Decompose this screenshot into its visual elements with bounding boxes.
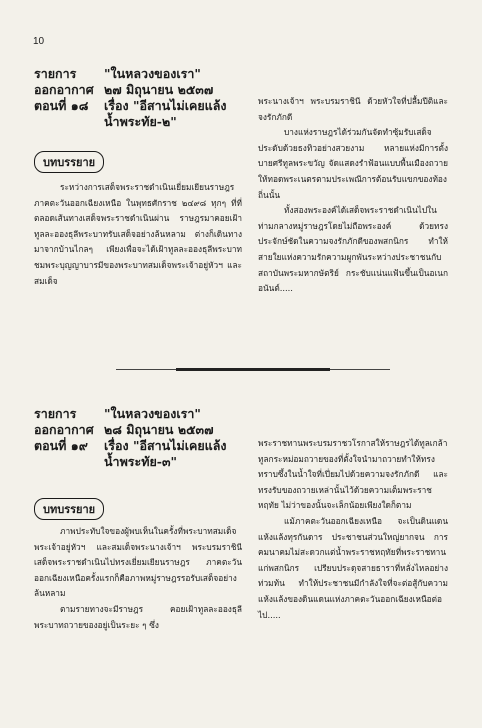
section1-right-column <box>258 94 448 297</box>
episode-label: ตอนที่ ๑๙ <box>34 438 88 453</box>
paragraph: พระราชทานพระบรมราชวโรกาสให้ราษฎรได้ทูลเกล้าทูลกระหม่อมถวายของที่ตั้งใจนำมาถวายทำให้ทรงทราบซึ้งในน้ำใจที่เปี่ยมไปด้วยความจงรักภักดี และทรงรับของถวายเหล่านั้นไว้ด้วยความเต็มพระราชหฤทัย ไม่ว่าของนั้นจะเล็กน้อยเพียงใดก็ตาม <box>258 438 448 511</box>
airdate-label: ออกอากาศ <box>34 82 94 97</box>
program-title: "ในหลวงของเรา" <box>104 406 201 421</box>
page-number: 10 <box>33 36 45 47</box>
episode-title-line-2: น้ำพระทัย-๓" <box>104 454 178 469</box>
narration-badge-1: บทบรรยาย <box>34 151 104 173</box>
paragraph: ระหว่างการเสด็จพระราชดำเนินเยี่ยมเยียนราษฎรภาคตะวันออกเฉียงเหนือ ในพุทธศักราช ๒๔๙๘ ทุกๆ ที่ที่ตลอดเส้นทางเสด็จพระราชดำเนินผ่าน ราษฎรมาคอยเฝ้าทูลละอองธุลีพระบาทรับเสด็จอย่างล้นหลาม ต่างก็เดินทางมาจากบ้านไกลๆ เพียงเพื่อจะได้เฝ้าทูลละอองธุลีพระบาทชมพระบุญญาบารมีของพระบาทสมเด็จพระเจ้าอยู่หัวฯ และสมเด็จ <box>34 182 242 286</box>
airdate-label: ออกอากาศ <box>34 422 94 437</box>
section2-right-column <box>258 436 448 623</box>
paragraph: ภาพประทับใจของผู้พบเห็นในครั้งที่พระบาทสมเด็จพระเจ้าอยู่หัวฯ และสมเด็จพระนางเจ้าฯ พระบรมราชินี เสด็จพระราชดำเนินไปทรงเยี่ยมเยียนราษฎร ภาคตะวันออกเฉียงเหนือครั้งแรกก็คือภาพหมู่ราษฎรรอรับเสด็จอย่างล้นหลาม <box>34 526 242 599</box>
program-title: "ในหลวงของเรา" <box>104 66 201 81</box>
airdate-value: ๒๗ มิถุนายน ๒๕๓๗ <box>104 82 214 97</box>
section-divider <box>176 368 330 371</box>
episode-title: เรื่อง "อีสานไม่เคยแล้ง <box>104 438 227 453</box>
narration-badge-2: บทบรรยาย <box>34 498 104 520</box>
airdate-value: ๒๘ มิถุนายน ๒๕๓๗ <box>104 422 214 437</box>
paragraph: พระนางเจ้าฯ พระบรมราชินี ด้วยหัวใจที่ปลื้มปีติและจงรักภักดี <box>258 96 448 122</box>
paragraph: บางแห่งราษฎรได้ร่วมกันจัดทำซุ้มรับเสด็จประดับด้วยธงทิวอย่างสวยงาม หลายแห่งมีการตั้งบายศรีทูลพระขวัญ จัดแสดงรำฟ้อนแบบพื้นเมืองถวายให้ทอดพระเนตรตามประเพณีการต้อนรับแขกของท้องถิ่นนั้น <box>258 127 448 200</box>
paragraph: ตามรายทางจะมีราษฎร คอยเฝ้าทูลละอองธุลีพระบาทถวายของอยู่เป็นระยะ ๆ ซึ่ง <box>34 603 242 630</box>
section1-left-column <box>34 180 242 289</box>
episode-label: ตอนที่ ๑๘ <box>34 98 89 113</box>
program-label: รายการ <box>34 66 77 81</box>
program-label: รายการ <box>34 406 77 421</box>
episode-header-2 <box>34 406 234 470</box>
episode-title-line-2: น้ำพระทัย-๒" <box>104 114 177 129</box>
paragraph: แม้ภาคตะวันออกเฉียงเหนือ จะเป็นดินแดนแห้งแล้งทุรกันดาร ประชาชนส่วนใหญ่ยากจน การคมนาคมไม่สะดวกแต่น้ำพระราชหฤทัยที่พระราชทานแก่พสกนิกร เปรียบประดุจสายธาราที่หลั่งไหลอย่างท่วมท้น ทำให้ประชาชนมีกำลังใจที่จะต่อสู้กับความแห้งแล้งของดินแดนแห่งภาคตะวันออกเฉียงเหนือต่อไป..... <box>258 515 448 620</box>
section2-left-column <box>34 524 242 633</box>
paragraph: ทั้งสองพระองค์ได้เสด็จพระราชดำเนินไปในท่ามกลางหมู่ราษฎรโดยไม่ถือพระองค์ ด้วยทรงประจักษ์ชัดในความจงรักภักดีของพสกนิกร ทำให้สายใยแห่งความรักความผูกพันระหว่างประชาชนกับสถาบันพระมหากษัตริย์ กระชับแน่นแฟ้นขึ้นเป็นอเนกอนันต์..... <box>258 205 448 294</box>
episode-header-1 <box>34 66 234 130</box>
episode-title: เรื่อง "อีสานไม่เคยแล้ง <box>104 98 227 113</box>
